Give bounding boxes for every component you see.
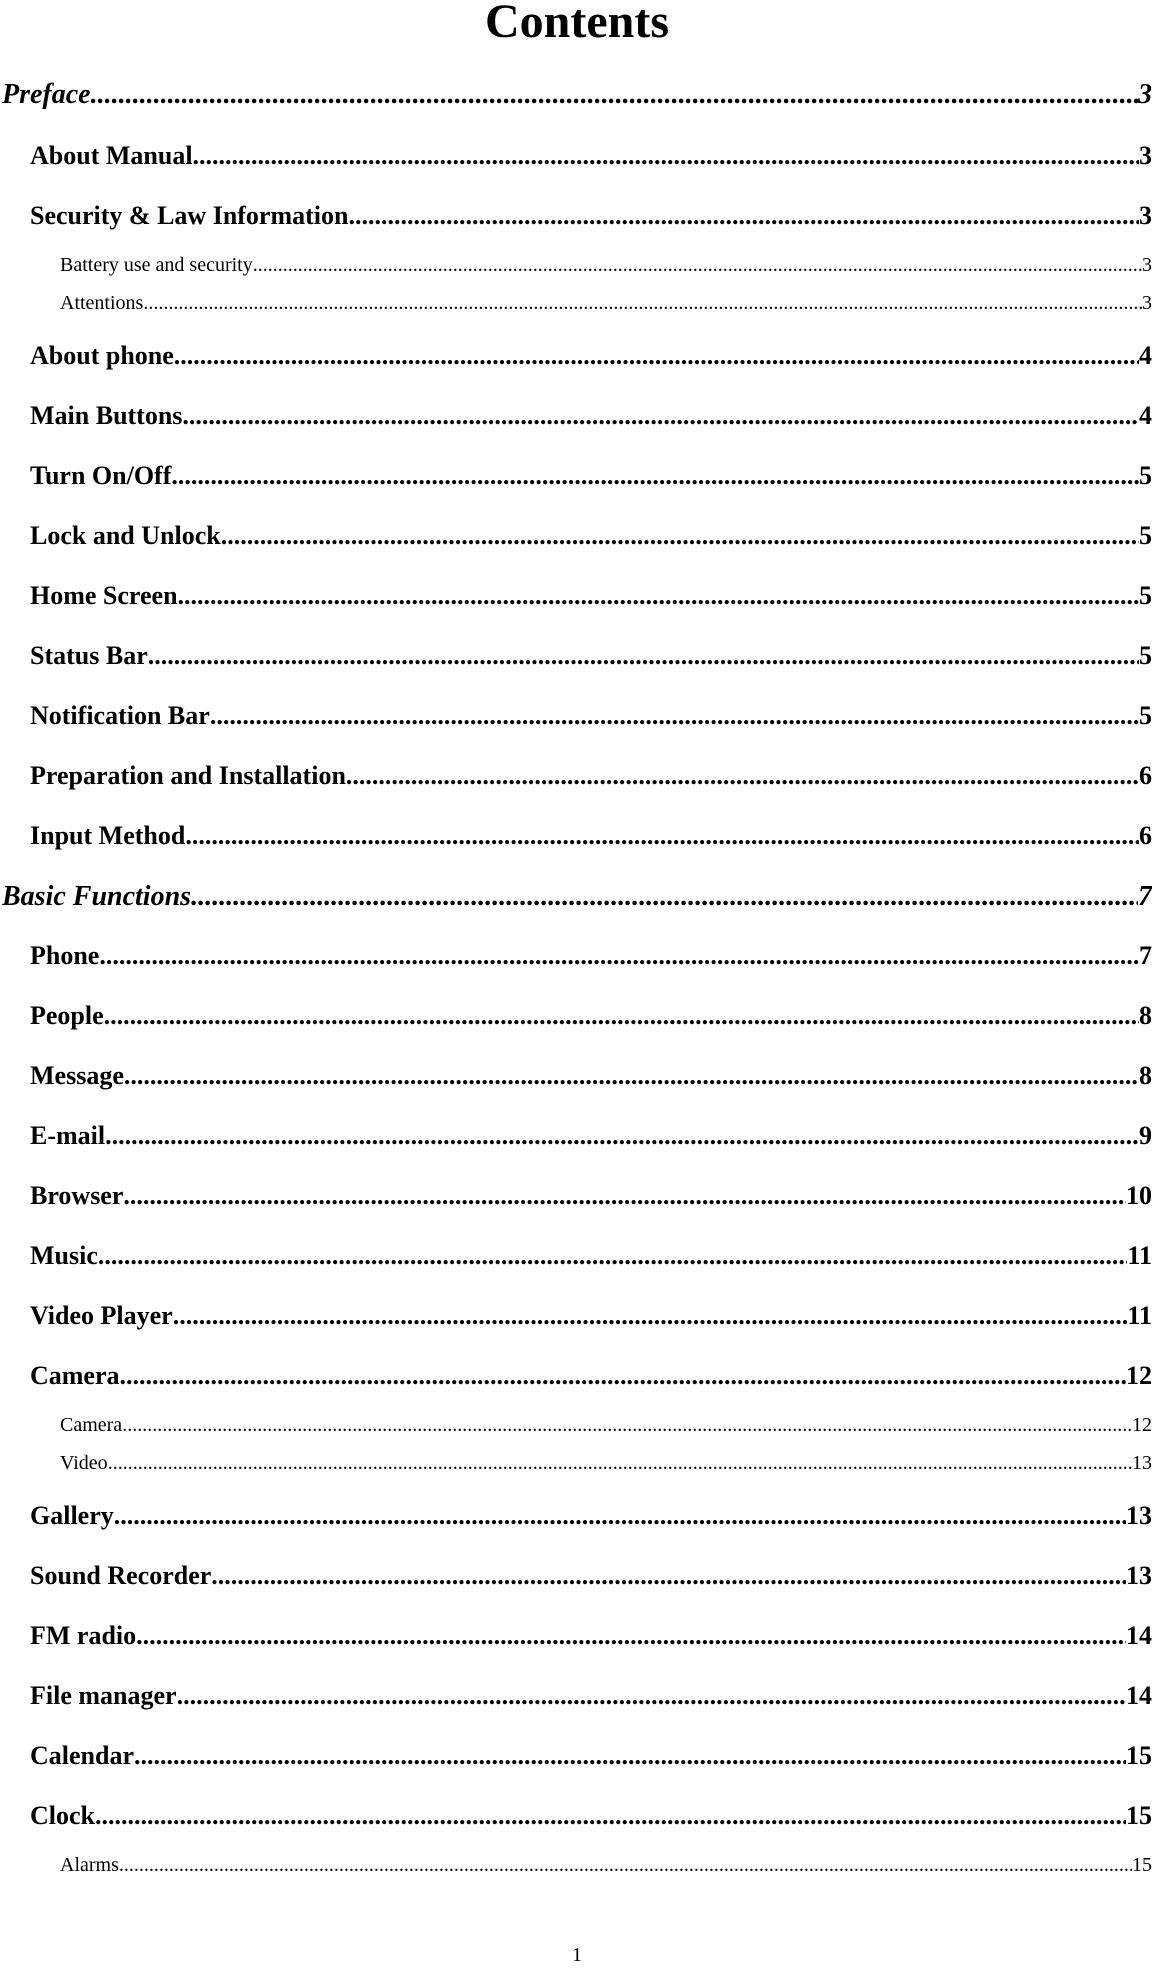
toc-entry-page: 11 [1127,1301,1152,1330]
toc-entry-page: 15 [1126,1801,1152,1830]
toc-entry-title: People [30,1001,104,1030]
toc-entry-page: 3 [1139,141,1152,170]
toc-entry[interactable] [30,1500,1152,1532]
toc-dot-leader [98,1240,1128,1272]
toc-dot-leader [221,520,1139,552]
toc-dot-leader [178,580,1139,612]
toc-dot-leader [95,1800,1126,1832]
toc-entry-page: 15 [1132,1854,1152,1876]
toc-entry-page: 8 [1139,1061,1152,1090]
toc-entry-page: 5 [1139,641,1152,670]
toc-dot-leader [171,460,1139,492]
toc-entry-title: Gallery [30,1501,114,1530]
toc-dot-leader [193,140,1139,172]
toc-entry-page: 6 [1139,821,1152,850]
toc-entry[interactable] [30,1740,1152,1772]
toc-entry-page: 8 [1139,1001,1152,1030]
toc-entry[interactable] [30,1180,1152,1212]
toc-entry-title: File manager [30,1681,177,1710]
toc-dot-leader [108,1450,1132,1476]
toc-entry[interactable] [30,460,1152,492]
toc-entry[interactable] [30,760,1152,792]
toc-dot-leader [346,760,1139,792]
toc-dot-leader [136,1620,1126,1652]
toc-entry-page: 3 [1142,292,1152,314]
toc-entry-title: Clock [30,1801,95,1830]
toc-entry-title: Alarms [60,1854,119,1876]
toc-entry[interactable] [30,580,1152,612]
toc-dot-leader [120,1360,1126,1392]
toc-entry[interactable] [30,1300,1152,1332]
toc-entry-title: Sound Recorder [30,1561,212,1590]
toc-entry-title: Phone [30,941,100,970]
toc-entry-title: Status Bar [30,641,148,670]
toc-entry-title: Input Method [30,821,186,850]
toc-dot-leader [185,820,1139,852]
toc-dot-leader [211,1560,1126,1592]
toc-entry-page: 3 [1139,201,1152,230]
toc-entry-title: Security & Law Information [30,201,349,230]
toc-section-entry[interactable] [2,78,1152,112]
toc-dot-leader [191,880,1138,914]
toc-entry-title: About Manual [30,141,193,170]
toc-entry[interactable] [30,1680,1152,1712]
toc-entry-page: 6 [1139,761,1152,790]
toc-entry[interactable] [30,700,1152,732]
toc-entry-page: 12 [1132,1414,1152,1436]
toc-entry-page: 4 [1139,341,1152,370]
toc-entry-page: 15 [1126,1741,1152,1770]
toc-entry-title: Preface [2,79,91,110]
toc-entry-title: Home Screen [30,581,178,610]
toc-entry-page: 5 [1139,521,1152,550]
toc-dot-leader [124,1060,1139,1092]
toc-entry[interactable] [30,1560,1152,1592]
toc-entry-title: Notification Bar [30,701,210,730]
page-number: 1 [572,1944,582,1966]
toc-entry-title: Main Buttons [30,401,183,430]
toc-section-entry[interactable] [2,880,1152,914]
toc-dot-leader [119,1852,1132,1878]
toc-entry-title: Music [30,1241,98,1270]
toc-entry-page: 7 [1139,941,1152,970]
toc-entry[interactable] [30,1000,1152,1032]
toc-entry-title: FM radio [30,1621,137,1650]
toc-dot-leader [210,700,1139,732]
toc-entry-page: 4 [1139,401,1152,430]
toc-dot-leader [104,1000,1139,1032]
toc-entry[interactable] [30,400,1152,432]
toc-dot-leader [99,940,1139,972]
toc-entry[interactable] [30,200,1152,232]
toc-entry-title: Camera [60,1414,123,1436]
toc-entry-page: 14 [1126,1681,1152,1710]
toc-entry-page: 3 [1142,254,1152,276]
toc-entry-page: 5 [1139,461,1152,490]
toc-entry-title: Video Player [30,1301,173,1330]
toc-entry[interactable] [30,1620,1152,1652]
toc-entry-title: Video [60,1452,108,1474]
toc-subentry[interactable] [60,252,1152,278]
toc-entry-page: 3 [1138,79,1152,110]
toc-entry[interactable] [30,940,1152,972]
toc-dot-leader [122,1412,1132,1438]
toc-entry-title: Message [30,1061,124,1090]
toc-entry[interactable] [30,340,1152,372]
toc-entry-title: About phone [30,341,174,370]
toc-entry-page: 11 [1127,1241,1152,1270]
toc-entry-title: Preparation and Installation [30,761,346,790]
toc-dot-leader [143,290,1142,316]
toc-entry-title: Battery use and security [60,254,253,276]
toc-entry-title: Turn On/Off [30,461,172,490]
toc-entry[interactable] [30,1800,1152,1832]
toc-dot-leader [173,1300,1128,1332]
toc-dot-leader [177,1680,1126,1712]
toc-subentry[interactable] [60,290,1152,316]
toc-subentry[interactable] [60,1412,1152,1438]
toc-entry-title: Camera [30,1361,120,1390]
toc-subentry[interactable] [60,1450,1152,1476]
toc-entry[interactable] [30,640,1152,672]
toc-entry-page: 12 [1126,1361,1152,1390]
toc-entry-page: 9 [1139,1121,1152,1150]
toc-entry[interactable] [30,1360,1152,1392]
toc-entry-page: 5 [1139,581,1152,610]
toc-dot-leader [348,200,1139,232]
toc-dot-leader [182,400,1139,432]
toc-entry-page: 5 [1139,701,1152,730]
toc-entry-page: 13 [1126,1561,1152,1590]
toc-entry-page: 13 [1132,1452,1152,1474]
toc-dot-leader [148,640,1139,672]
toc-entry-title: Browser [30,1181,124,1210]
toc-entry[interactable] [30,1060,1152,1092]
toc-entry-title: Attentions [60,292,144,314]
page-title: Contents [484,0,669,48]
toc-entry[interactable] [30,1120,1152,1152]
toc-entry-page: 13 [1126,1501,1152,1530]
toc-entry[interactable] [30,1240,1152,1272]
toc-entry[interactable] [30,520,1152,552]
toc-dot-leader [134,1740,1126,1772]
toc-entry-page: 14 [1126,1621,1152,1650]
toc-dot-leader [91,78,1138,112]
toc-entry-title: Basic Functions [2,881,192,912]
toc-entry-title: Calendar [30,1741,134,1770]
toc-entry-page: 7 [1138,881,1152,912]
toc-dot-leader [105,1120,1139,1152]
toc-entry[interactable] [30,140,1152,172]
toc-entry-title: E-mail [30,1121,106,1150]
toc-entry-title: Lock and Unlock [30,521,221,550]
toc-dot-leader [174,340,1139,372]
toc-dot-leader [123,1180,1126,1212]
toc-dot-leader [253,252,1142,278]
toc-dot-leader [114,1500,1126,1532]
toc-entry[interactable] [30,820,1152,852]
toc-subentry[interactable] [60,1852,1152,1878]
toc-entry-page: 10 [1126,1181,1152,1210]
